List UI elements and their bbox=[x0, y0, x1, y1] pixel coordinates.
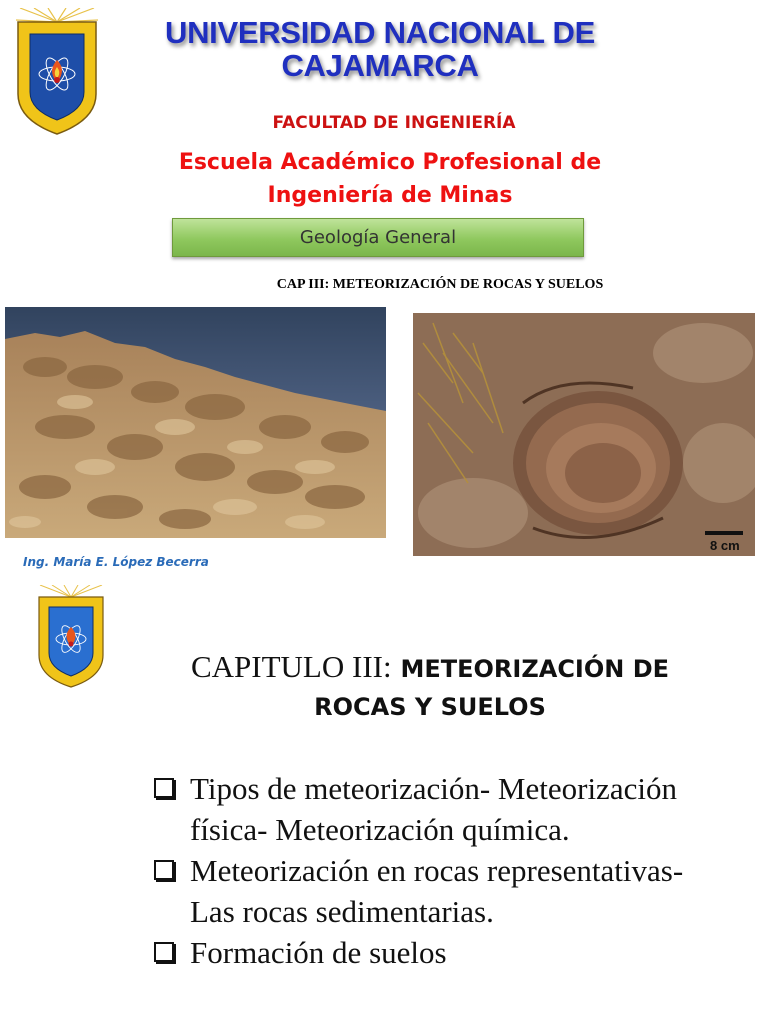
list-item-line2: Las rocas sedimentarias. bbox=[190, 894, 494, 929]
checkbox-bullet-icon bbox=[154, 778, 174, 798]
school-name-line2: Ingeniería de Minas bbox=[267, 183, 513, 208]
chapter-header: CAP III: METEORIZACIÓN DE ROCAS Y SUELOS bbox=[276, 277, 604, 292]
checkbox-bullet-icon bbox=[154, 942, 174, 962]
university-crest-logo-small bbox=[36, 585, 106, 689]
university-name-line2: CAJAMARCA bbox=[281, 48, 479, 83]
list-item bbox=[150, 768, 760, 850]
spheroidal-weathering-photo bbox=[413, 313, 755, 556]
scale-bar-label: 8 cm bbox=[710, 538, 740, 553]
list-item-line2: física- Meteorización química. bbox=[190, 812, 570, 847]
chapter-title-line2: ROCAS Y SUELOS bbox=[314, 693, 546, 721]
rocky-hillside-photo bbox=[5, 307, 386, 538]
chapter-title-line1: METEORIZACIÓN DE bbox=[400, 655, 670, 683]
school-name bbox=[150, 146, 630, 212]
author-name: Ing. María E. López Becerra bbox=[23, 555, 209, 569]
chapter-title-number: CAPITULO III: bbox=[190, 649, 392, 684]
university-name-line1: UNIVERSIDAD NACIONAL DE bbox=[164, 15, 595, 50]
list-item bbox=[150, 932, 760, 973]
chapter-title bbox=[150, 648, 710, 726]
faculty-name: FACULTAD DE INGENIERÍA bbox=[272, 113, 516, 133]
school-name-line1: Escuela Académico Profesional de bbox=[178, 150, 602, 175]
list-item-line1: Tipos de meteorización- Meteorización bbox=[190, 771, 677, 806]
list-item-line1: Formación de suelos bbox=[190, 935, 447, 970]
course-title-banner: Geología General bbox=[172, 218, 584, 257]
checkbox-bullet-icon bbox=[154, 860, 174, 880]
topic-list bbox=[150, 768, 760, 973]
list-item bbox=[150, 850, 760, 932]
university-name bbox=[150, 16, 610, 82]
list-item-line1: Meteorización en rocas representativas- bbox=[190, 853, 684, 888]
